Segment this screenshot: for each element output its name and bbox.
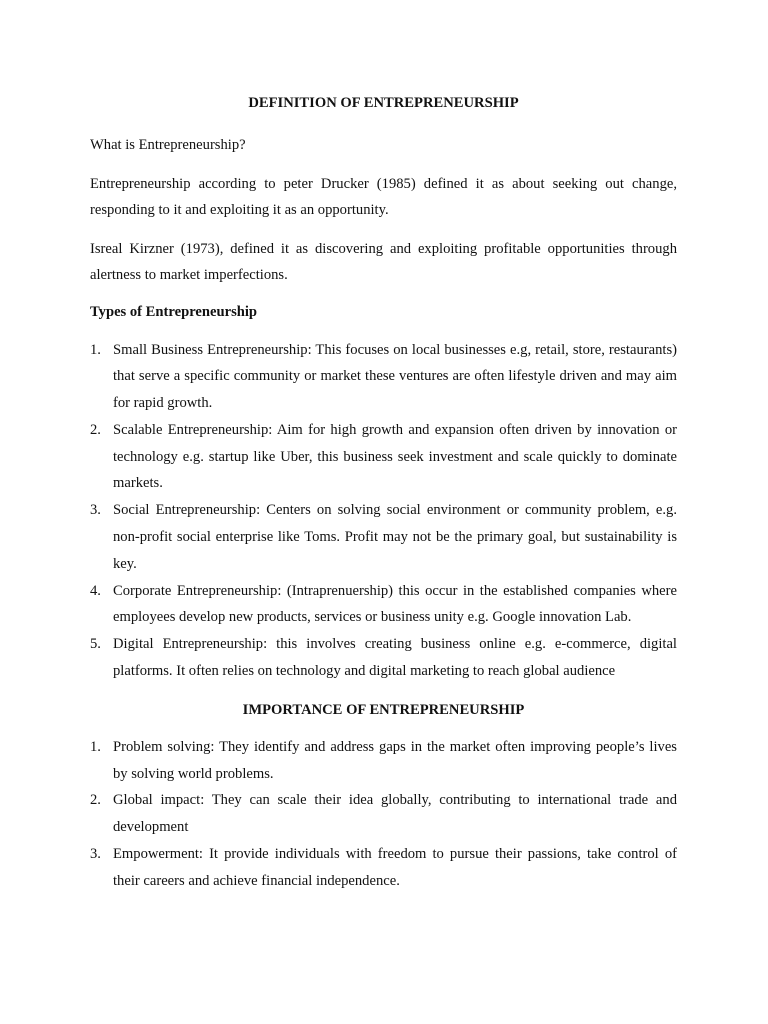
types-heading: Types of Entrepreneurship bbox=[90, 303, 258, 320]
list-item bbox=[90, 631, 677, 685]
list-item-text: Global impact: They can scale their idea globally, contributing to international trade and development bbox=[113, 792, 677, 836]
list-item bbox=[90, 841, 677, 895]
list-number: 3. bbox=[90, 502, 101, 519]
types-list bbox=[90, 337, 677, 685]
list-number: 4. bbox=[90, 582, 101, 599]
importance-list bbox=[90, 734, 677, 895]
list-number: 2. bbox=[90, 792, 101, 809]
question-text: What is Entrepreneurship? bbox=[90, 137, 246, 153]
list-number: 5. bbox=[90, 636, 101, 653]
list-item-text: Corporate Entrepreneurship: (Intraprenuership) this occur in the established companies where employees develop new products, services or business unity e.g. Google innovation Lab. bbox=[113, 582, 677, 626]
list-number: 1. bbox=[90, 738, 101, 755]
list-item bbox=[90, 497, 677, 577]
list-item-text: Scalable Entrepreneurship: Aim for high growth and expansion often driven by innovation or technology e.g. startup like Uber, this business seek investment and scale quickly to dominate markets. bbox=[113, 421, 677, 492]
list-number: 3. bbox=[90, 846, 101, 863]
document-page bbox=[90, 92, 677, 909]
list-item bbox=[90, 337, 677, 417]
list-item bbox=[90, 578, 677, 632]
paragraph-kirzner: Isreal Kirzner (1973), defined it as discovering and exploiting profitable opportunities through alertness to market imperfections. bbox=[90, 240, 677, 283]
list-number: 1. bbox=[90, 341, 101, 358]
list-item bbox=[90, 417, 677, 497]
document-title: DEFINITION OF ENTREPRENEURSHIP bbox=[248, 95, 519, 111]
list-item-text: Problem solving: They identify and address gaps in the market often improving people’s lives by solving world problems. bbox=[113, 738, 677, 782]
list-item bbox=[90, 787, 677, 841]
list-item-text: Digital Entrepreneurship: this involves creating business online e.g. e-commerce, digital platforms. It often relies on technology and digital marketing to reach global audience bbox=[113, 636, 677, 680]
list-item-text: Empowerment: It provide individuals with freedom to pursue their passions, take control of their careers and achieve financial independence. bbox=[113, 846, 677, 889]
list-item-text: Small Business Entrepreneurship: This focuses on local businesses e.g, retail, store, restaurants) that serve a specific community or market these ventures are often lifestyle driven and may aim for rapid growth. bbox=[113, 341, 677, 412]
list-item bbox=[90, 734, 677, 788]
paragraph-drucker: Entrepreneurship according to peter Drucker (1985) defined it as about seeking out change, responding to it and exploiting it as an opportunity. bbox=[90, 175, 677, 218]
list-number: 2. bbox=[90, 421, 101, 438]
list-item-text: Social Entrepreneurship: Centers on solving social environment or community problem, e.g. non-profit social enterprise like Toms. Profit may not be the primary goal, but sustainability is key. bbox=[113, 502, 677, 572]
importance-heading: IMPORTANCE OF ENTREPRENEURSHIP bbox=[242, 701, 525, 718]
